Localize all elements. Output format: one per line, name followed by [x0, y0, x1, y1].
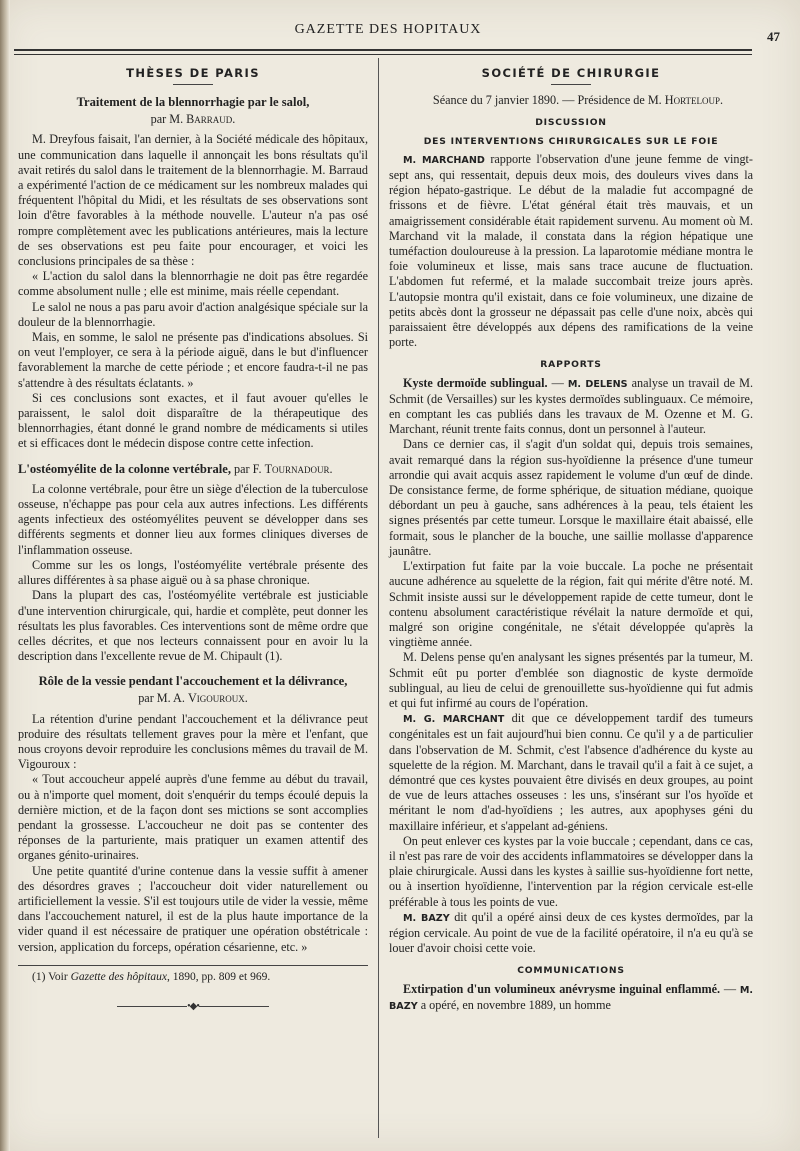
subhead-discussion: DISCUSSION — [535, 117, 607, 129]
paragraph: M. Delens pense qu'en analysant les signes présentés par la tumeur, M. Schmit eût pu porter d'emblée son diagnostic de kyste dermoïde sublingual, au lieu de celui de grenouillette sus-hyoïdienne qui fut admis et qui fut infirmé au cours de l'opération. — [389, 650, 753, 710]
paragraph: La colonne vertébrale, pour être un siège d'élection de la tuberculose osseuse, n'échappe pas pour cela aux autres infections. Les différents agents infectieux des ostéomyélites peuvent se développer dans ses différents segments et donner lieu aux formes cliniques diverses de l'inflammation osseuse. — [18, 481, 368, 557]
paragraph: La rétention d'urine pendant l'accouchement et la délivrance peut produire des résultats tellement graves pour la mère et l'enfant, que nous croyons devoir reproduire les conclusions mêmes du travail de M. Vigouroux : — [18, 711, 368, 772]
article-author-vessie: par M. A. Vigouroux. — [138, 691, 248, 706]
right-column — [389, 62, 753, 1014]
paragraph-bazy: M. BAZY dit qu'il a opéré ainsi deux de ces kystes dermoïdes, par la région cervicale. Au point de vue de la facilité opératoire, il n'a eu qu'à se louer d'avoir choisi cette voie. — [389, 909, 753, 956]
header-rule-thin — [14, 54, 752, 55]
article-title-salol: Traitement de la blennorrhagie par le salol, — [76, 95, 310, 110]
paragraph: Dans ce dernier cas, il s'agit d'un soldat qui, depuis trois semaines, avait remarqué dans la région sus-hyoïdienne la présence d'une tumeur arrondie qui avait acquis assez rapidement le volume d'un œuf de dinde. De consistance ferme, de forme sphérique, de situation médiane, quoique débordant un peu à gauche, sans adhérences à la peau, tels étaient les signes présentés par cette tumeur. Lorsque le maxillaire était abaissé, elle formait, sous le plancher de la bouche, une saillie mollasse d'apparence jaunâtre. — [389, 437, 753, 558]
subhead-rapports: RAPPORTS — [540, 359, 602, 371]
paragraph: Dans la plupart des cas, l'ostéomyélite vertébrale est justiciable d'une intervention chirurgicale, qui, hardie et complète, peut donner les résultats les plus favorables. Ces interventions sont de même ordre que celles décrites, et que nos lecteurs connaissent pour en avoir lu la description dans l'excellente revue de M. Chipault (1). — [18, 588, 368, 664]
subhead-communications: COMMUNICATIONS — [517, 965, 625, 977]
section-title-societe: SOCIÉTÉ DE CHIRURGIE — [481, 66, 661, 80]
article-author-salol: par M. Barraud. — [150, 112, 236, 127]
article-title-osteomyelite: L'ostéomyélite de la colonne vertébrale, par F. Tournadour. — [18, 461, 333, 476]
page-number: 47 — [767, 29, 780, 44]
paragraph-marchand: M. MARCHAND rapporte l'observation d'une jeune femme de vingt-sept ans, qui ressentait, depuis deux mois, des douleurs vives dans la région hépato-gastrique. Le début de la maladie fut accompagné de frissons et de fièvre. L'état général était très mauvais, et un amaigrissement considérable était rapidement survenu. Au moment où M. Marchand vit la malade, il constata dans la région hépatique une tuméfaction douloureuse à la pression. La laparotomie médiane montra le foie volumineux et lisse, mais sans trace aucune de fluctuation. L'abdomen fut refermé, et la malade succombait treize jours après. L'autopsie montra qu'il existait, dans ce foie volumineux, une dizaine de petits abcès dont la grosseur ne dépassait pas celle d'une noix, abcès qui paraissaient être développés aux dépens des ramifications de la veine porte. — [389, 151, 753, 350]
seance-line: Séance du 7 janvier 1890. — Présidence de M. Horteloup. — [432, 93, 724, 108]
left-column — [18, 62, 368, 1014]
paragraph: « L'action du salol dans la blennorrhagie ne doit pas être regardée comme absolument nulle ; elle est minime, mais réelle cependant. — [18, 269, 368, 299]
section-rule — [173, 84, 213, 85]
running-title: GAZETTE DES HOPITAUX — [294, 22, 482, 37]
paragraph: M. Dreyfous faisait, l'an dernier, à la Société médicale des hôpitaux, une communication dans laquelle il annonçait les bons résultats qu'il avait retirés du salol dans le traitement de la blennorrhagie. M. Barraud a expérimenté l'action de ce médicament sur les nombreux malades qui fréquentent l'hôpital du Midi, et les résultats de ses observations sont loin d'être favorables à la méthode nouvelle. L'auteur n'a pas osé rompre complètement avec les publications antérieures, mais la lecture de ses observations est peu faite pour encourager, et voici les conclusions principales de sa thèse : — [18, 132, 368, 269]
header-rule — [14, 49, 752, 51]
paragraph: Le salol ne nous a pas paru avoir d'action analgésique spéciale sur la douleur de la blennorrhagie. — [18, 299, 368, 329]
paragraph-gmarchant: M. G. MARCHANT dit que ce développement tardif des tumeurs congénitales est un fait aujourd'hui bien connu. Ce qu'il y a de particulier dans l'observation de M. Schmit, c'est l'absence d'adhérence du kyste au squelette de la région. M. Marchant, dans le travail qu'il a fait à ce sujet, a démontré que ces kystes pouvaient être divisés en deux groupes, au point de vue de leurs attaches osseuses : les uns, s'insérant sur l'os hyoïde et méritant le nom d'ad-hyoïdiens ; les autres, aux apophyses géni du maxillaire inférieur, et s'appelant ad-géniens. — [389, 711, 753, 833]
paragraph-kyste: Kyste dermoïde sublingual. — M. DELENS analyse un travail de M. Schmit (de Versailles) sur les kystes dermoïdes sublinguaux. Ce mémoire, en comptant les cas publiés dans les travaux de M. Ozenne et M. G. Marchant, réunit trente faits connus, dont un personnel à l'auteur. — [389, 375, 754, 437]
paragraph: L'extirpation fut faite par la voie buccale. La poche ne présentait aucune adhérence au squelette de la région, fait qui mérite d'être noté. M. Schmit insiste aussi sur le développement rapide de cette tumeur, dont le contenu absolument caractéristique révélait la nature dermoïde et qui, malgré son origine congénitale, ne s'était développée qu'après la vingtième année. — [389, 559, 753, 650]
article-title-vessie: Rôle de la vessie pendant l'accouchement et la délivrance, — [38, 674, 348, 689]
paragraph: « Tout accoucheur appelé auprès d'une femme au début du travail, ou à n'importe quel moment, doit s'enquérir du temps écoulé depuis la dernière miction, et de la façon dont ses mictions se sont accomplies pendant la grossesse. L'accoucheur ne doit pas se contenter des réponses de la parturiente, mais pratiquer un examen attentif des organes génito-urinaires. — [18, 772, 368, 863]
section-rule — [551, 84, 591, 85]
ornament-divider: •◆• — [18, 999, 368, 1014]
footnote-rule — [18, 965, 368, 966]
paragraph-extirpation: Extirpation d'un volumineux anévrysme inguinal enflammé. — M. BAZY a opéré, en novembre 1889, un homme — [389, 981, 754, 1012]
paragraph: Si ces conclusions sont exactes, et il faut avouer qu'elles le paraissent, le salol doit disparaître de la thérapeutique des blennorrhagies, étant donné le grand nombre de médicaments si utiles et si efficaces dont le médecin dispose contre cette infection. — [18, 390, 368, 451]
paragraph: Comme sur les os longs, l'ostéomyélite vertébrale présente des allures différentes à sa phase aiguë ou à sa phase chronique. — [18, 557, 368, 588]
subhead-interventions: DES INTERVENTIONS CHIRURGICALES SUR LE FOIE — [423, 135, 719, 147]
footnote: (1) Voir Gazette des hôpitaux, 1890, pp. 809 et 969. — [32, 970, 271, 983]
paragraph: Une petite quantité d'urine contenue dans la vessie suffit à amener des désordres graves ; l'accoucheur doit vider naturellement ou artificiellement la vessie. S'il est toujours utile de vider la vessie, même dans l'accouchement naturel, il est de la plus haute importance de la vider quand il est nécessaire de pratiquer une opération obstétricale : version, application du forceps, opération césarienne, etc. » — [18, 863, 368, 954]
page-header — [16, 22, 780, 44]
column-divider — [378, 58, 379, 1138]
section-title-theses: THÈSES DE PARIS — [126, 66, 260, 80]
paragraph: On peut enlever ces kystes par la voie buccale ; cependant, dans ce cas, il n'est pas rare de voir des accidents inflammatoires se développer dans la plaie chirurgicale. Aussi dans les kystes à saillie sus-hyoïdienne fort nette, ou à insertion hyoïdienne, l'intervention par la région cervicale est-elle préférable à tous les points de vue. — [389, 833, 753, 909]
binding-edge — [0, 0, 10, 1151]
paragraph: Mais, en somme, le salol ne présente pas d'indications absolues. Si on veut l'employer, ce sera à la période aiguë, dans le but d'influencer favorablement la marche de cette période ; et encore faudra-t-il ne pas s'attendre à des résultats éclatants. » — [18, 330, 368, 390]
